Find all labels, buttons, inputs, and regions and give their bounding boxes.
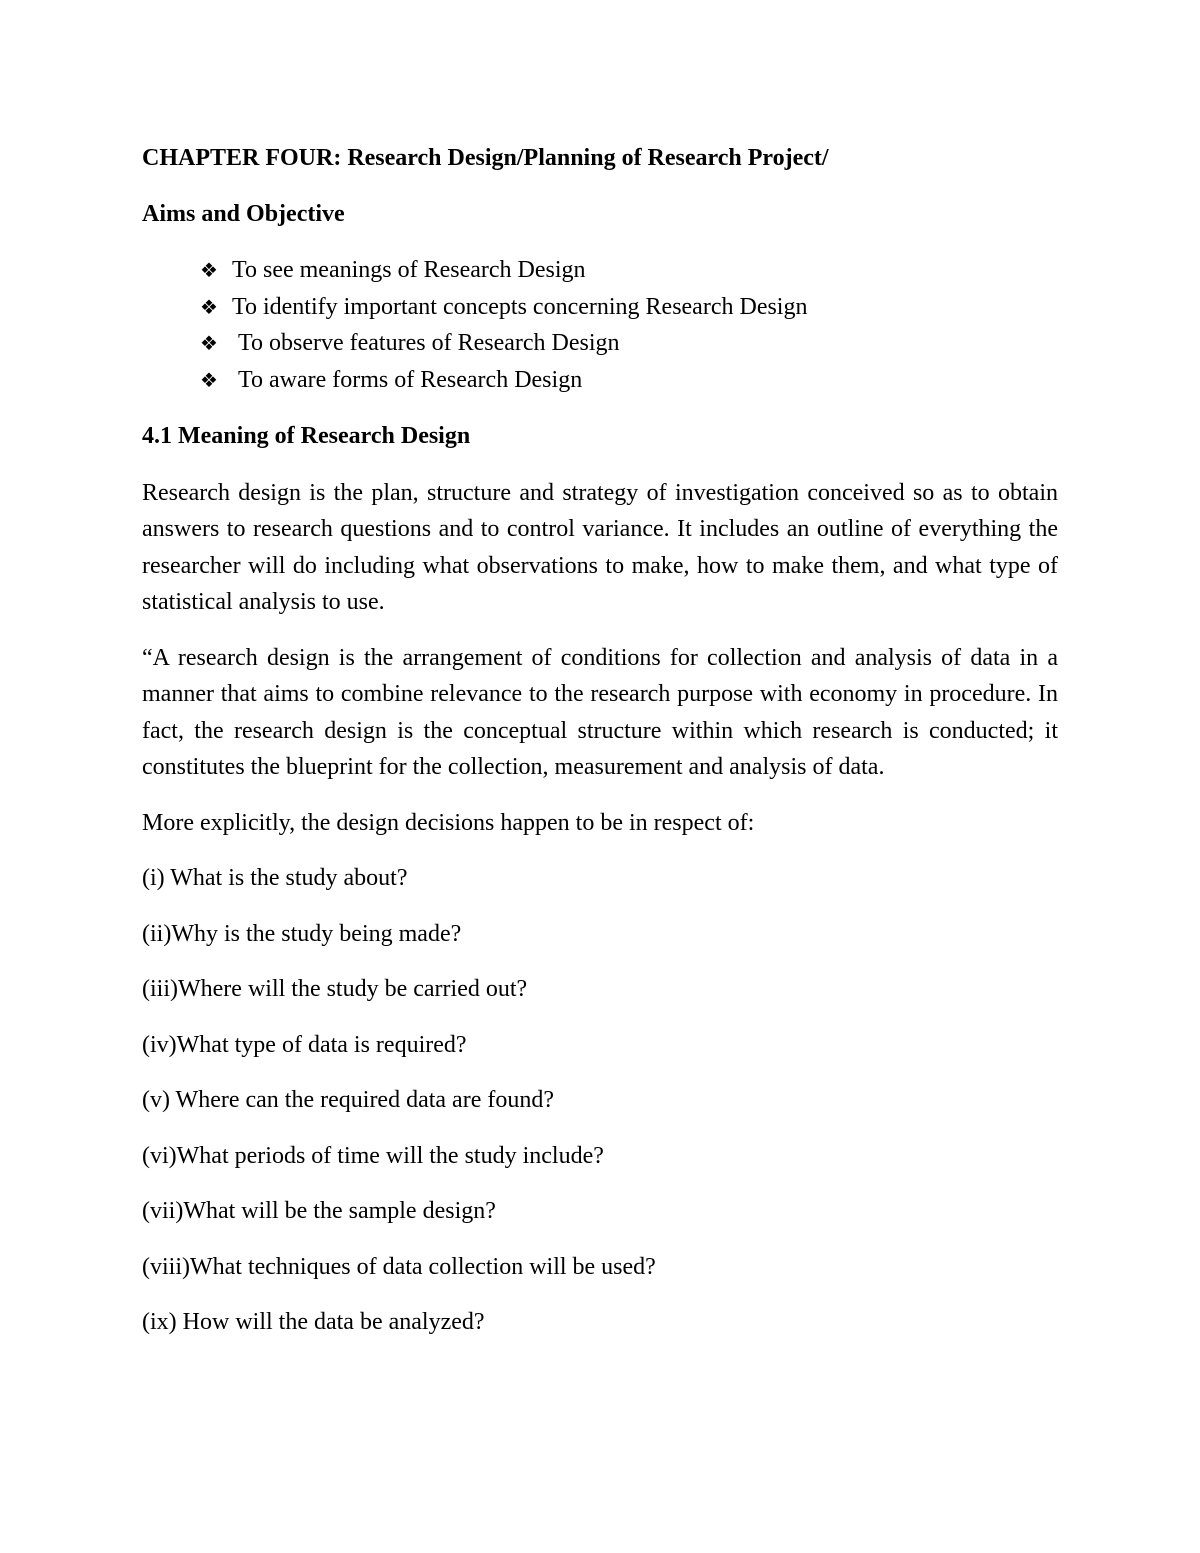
diamond-bullet-icon: ❖ [200, 331, 218, 355]
diamond-bullet-icon: ❖ [200, 258, 218, 282]
list-item: (v) Where can the required data are found? [142, 1087, 554, 1113]
section-heading: 4.1 Meaning of Research Design [142, 423, 471, 449]
list-item: (vi)What periods of time will the study include? [142, 1142, 604, 1169]
aim-text: To observe features of Research Design [238, 330, 620, 356]
list-item: (ix) How will the data be analyzed? [142, 1309, 485, 1335]
document-page [142, 140, 1058, 1360]
diamond-bullet-icon: ❖ [200, 294, 218, 319]
aims-heading: Aims and Objective [142, 200, 345, 227]
paragraph-quote: “A research design is the arrangement of conditions for collection and analysis of data in a manner that aims to combine relevance to the research purpose with economy in procedure. In fact, the research design is the conceptual structure within which research is conducted; it constitutes the blueprint for the collection, measurement and analysis of data. [142, 644, 1058, 780]
list-item [200, 289, 1058, 326]
list-item: (i) What is the study about? [142, 865, 408, 891]
aim-text: To aware forms of Research Design [238, 366, 583, 393]
aims-list [142, 252, 1058, 398]
aim-text: To identify important concepts concerning Research Design [232, 293, 808, 320]
list-item [200, 325, 1058, 362]
list-item: (viii)What techniques of data collection will be used? [142, 1253, 656, 1280]
aim-text: To see meanings of Research Design [232, 257, 586, 283]
paragraph-intro-questions: More explicitly, the design decisions happen to be in respect of: [142, 809, 755, 836]
list-item: (vii)What will be the sample design? [142, 1198, 496, 1224]
questions-list [142, 860, 1058, 1341]
list-item: (iii)Where will the study be carried out? [142, 976, 528, 1002]
chapter-title: CHAPTER FOUR: Research Design/Planning of Research Project/ [142, 145, 829, 171]
list-item [200, 362, 1058, 399]
diamond-bullet-icon: ❖ [200, 367, 218, 392]
list-item: (iv)What type of data is required? [142, 1031, 467, 1058]
paragraph-definition: Research design is the plan, structure and strategy of investigation conceived so as to obtain answers to research questions and to control variance. It includes an outline of everything the researcher will do including what observations to make, how to make them, and what type of statistical analysis to use. [142, 479, 1058, 615]
list-item [200, 252, 1058, 289]
list-item: (ii)Why is the study being made? [142, 920, 462, 947]
